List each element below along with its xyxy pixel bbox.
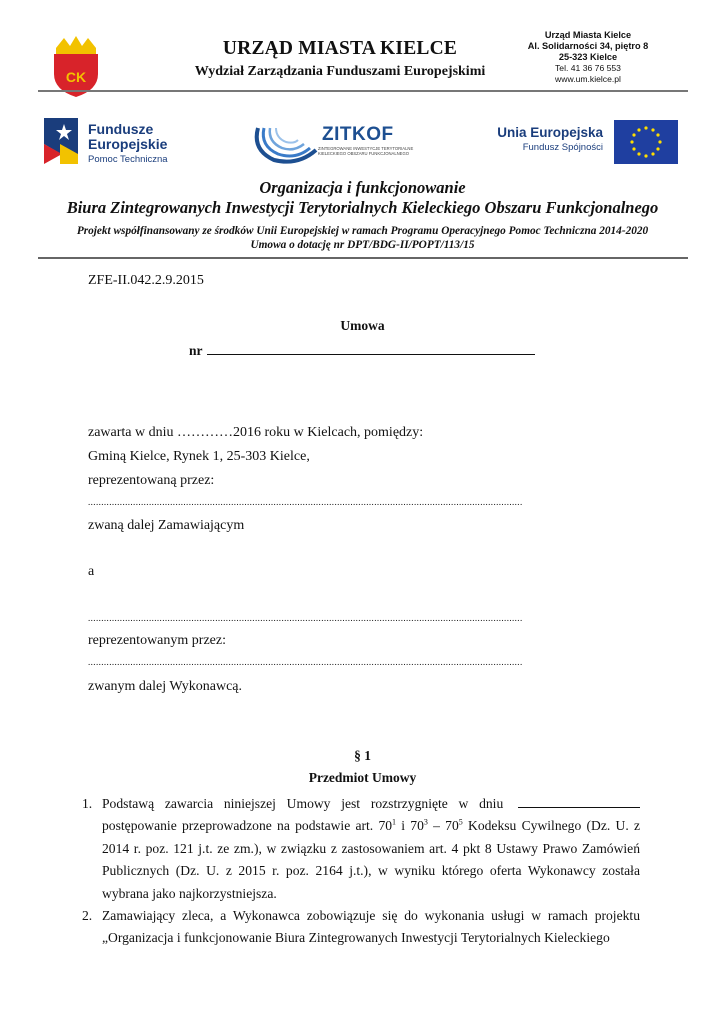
contact-name: Urząd Miasta Kielce [544, 30, 632, 40]
eu-flag-icon [614, 120, 678, 164]
office-department: Wydział Zarządzania Funduszami Europejskimi [194, 64, 486, 79]
document-heading: Umowa [340, 318, 385, 333]
fe-line3: Pomoc Techniczna [88, 154, 168, 165]
party1-line: Gminą Kielce, Rynek 1, 25-303 Kielce, [88, 449, 310, 464]
item-text: Zamawiający zleca, a Wykonawca zobowiązuje się do wykonania usługi w ramach projektu „Organizacja i funkcjonowanie Biura Zintegrowanych Inwestycji Terytorialnych Kieleckiego [102, 908, 640, 946]
project-title-line2: Biura Zintegrowanych Inwestycji Terytorialnych Kieleckiego Obszaru Funkcjonalnego [66, 198, 659, 217]
ue-line1: Unia Europejska [497, 125, 603, 140]
fe-line2: Europejskie [88, 136, 168, 152]
section-items [82, 793, 640, 950]
office-title: URZĄD MIASTA KIELCE [222, 38, 458, 59]
and-line: a [88, 564, 95, 579]
contact-postcode: 25-323 Kielce [558, 52, 618, 62]
contact-address: Al. Solidarności 34, piętro 8 [527, 41, 649, 51]
project-divider [38, 257, 688, 259]
concluded-line: zawarta w dniu …………2016 roku w Kielcach, pomiędzy: [88, 425, 424, 440]
sup-3: 3 [423, 817, 428, 827]
zitkof-sub1: ZINTEGROWANE INWESTYCJE TERYTORIALNE [318, 146, 414, 151]
crest-lettering: CK [65, 69, 87, 85]
called2-line: zwanym dalej Wykonawcą. [88, 679, 243, 694]
zitkof-sub2: KIELECKIEGO OBSZARU FUNKCJONALNEGO [318, 151, 409, 156]
section-title: Przedmiot Umowy [308, 770, 417, 785]
item-text-a: Podstawą zawarcia niniejszej Umowy jest rozstrzygnięte w dniu [102, 796, 504, 811]
section-number: § 1 [354, 748, 371, 763]
document-signature: ZFE-II.042.2.9.2015 [88, 273, 204, 288]
contact-block [503, 30, 673, 85]
dotted-fill-line: .................................................................................................................................................................... [88, 613, 523, 623]
project-note-line2: Umowa o dotację nr DPT/BDG-II/POPT/113/15 [250, 239, 475, 251]
project-title-line1: Organizacja i funkcjonowanie [259, 178, 466, 197]
zitkof-wordmark: ZITKOF [322, 124, 394, 145]
item-text-c: i 70 [396, 818, 424, 834]
list-item [82, 793, 640, 905]
represented1-line: reprezentowaną przez: [88, 473, 215, 488]
list-item [82, 905, 640, 950]
project-note-line1: Projekt współfinansowany ze środków Unii Europejskiej w ramach Programu Operacyjnego Pomoc Techniczna 2014-2020 [76, 225, 649, 237]
dotted-fill-line: .................................................................................................................................................................... [88, 497, 523, 507]
unia-europejska-text [493, 124, 603, 153]
contact-website: www.um.kielce.pl [555, 74, 621, 84]
item-text-d: – 70 [427, 818, 459, 834]
item-number: 2. [82, 908, 93, 924]
contract-number-blank [207, 341, 535, 355]
fe-line1: Fundusze [88, 121, 154, 137]
item-number: 1. [82, 796, 93, 811]
contract-number-line [189, 341, 535, 359]
contact-phone: Tel. 41 36 76 553 [555, 63, 621, 73]
item-text-b: postępowanie przeprowadzone na podstawie art. 70 [102, 818, 393, 834]
date-blank [518, 795, 640, 808]
sup-1: 1 [392, 817, 397, 827]
header-divider [38, 90, 688, 92]
represented2-line: reprezentowanym przez: [88, 633, 226, 648]
kielce-crest-icon [50, 34, 102, 98]
nr-label: nr [189, 343, 203, 358]
ue-line2: Fundusz Spójności [522, 142, 603, 153]
dotted-fill-line: .................................................................................................................................................................... [88, 657, 523, 667]
item-text-e: Kodeksu Cywilnego (Dz. U. z 2014 r. poz. 121 j.t. ze zm.), w związku z zastosowaniem art. 4 pkt 8 Ustawy Prawo Zamówień Publicznych (Dz. U. z 2015 r. poz. 2164 j.t.), w wyniku którego oferta Wykonawcy została wybrana jako najkorzystniejsza. [102, 818, 640, 901]
sup-5: 5 [458, 817, 463, 827]
called1-line: zwaną dalej Zamawiającym [88, 518, 245, 533]
zitkof-subtitle [318, 146, 428, 156]
fundusze-europejskie-text [88, 122, 168, 167]
